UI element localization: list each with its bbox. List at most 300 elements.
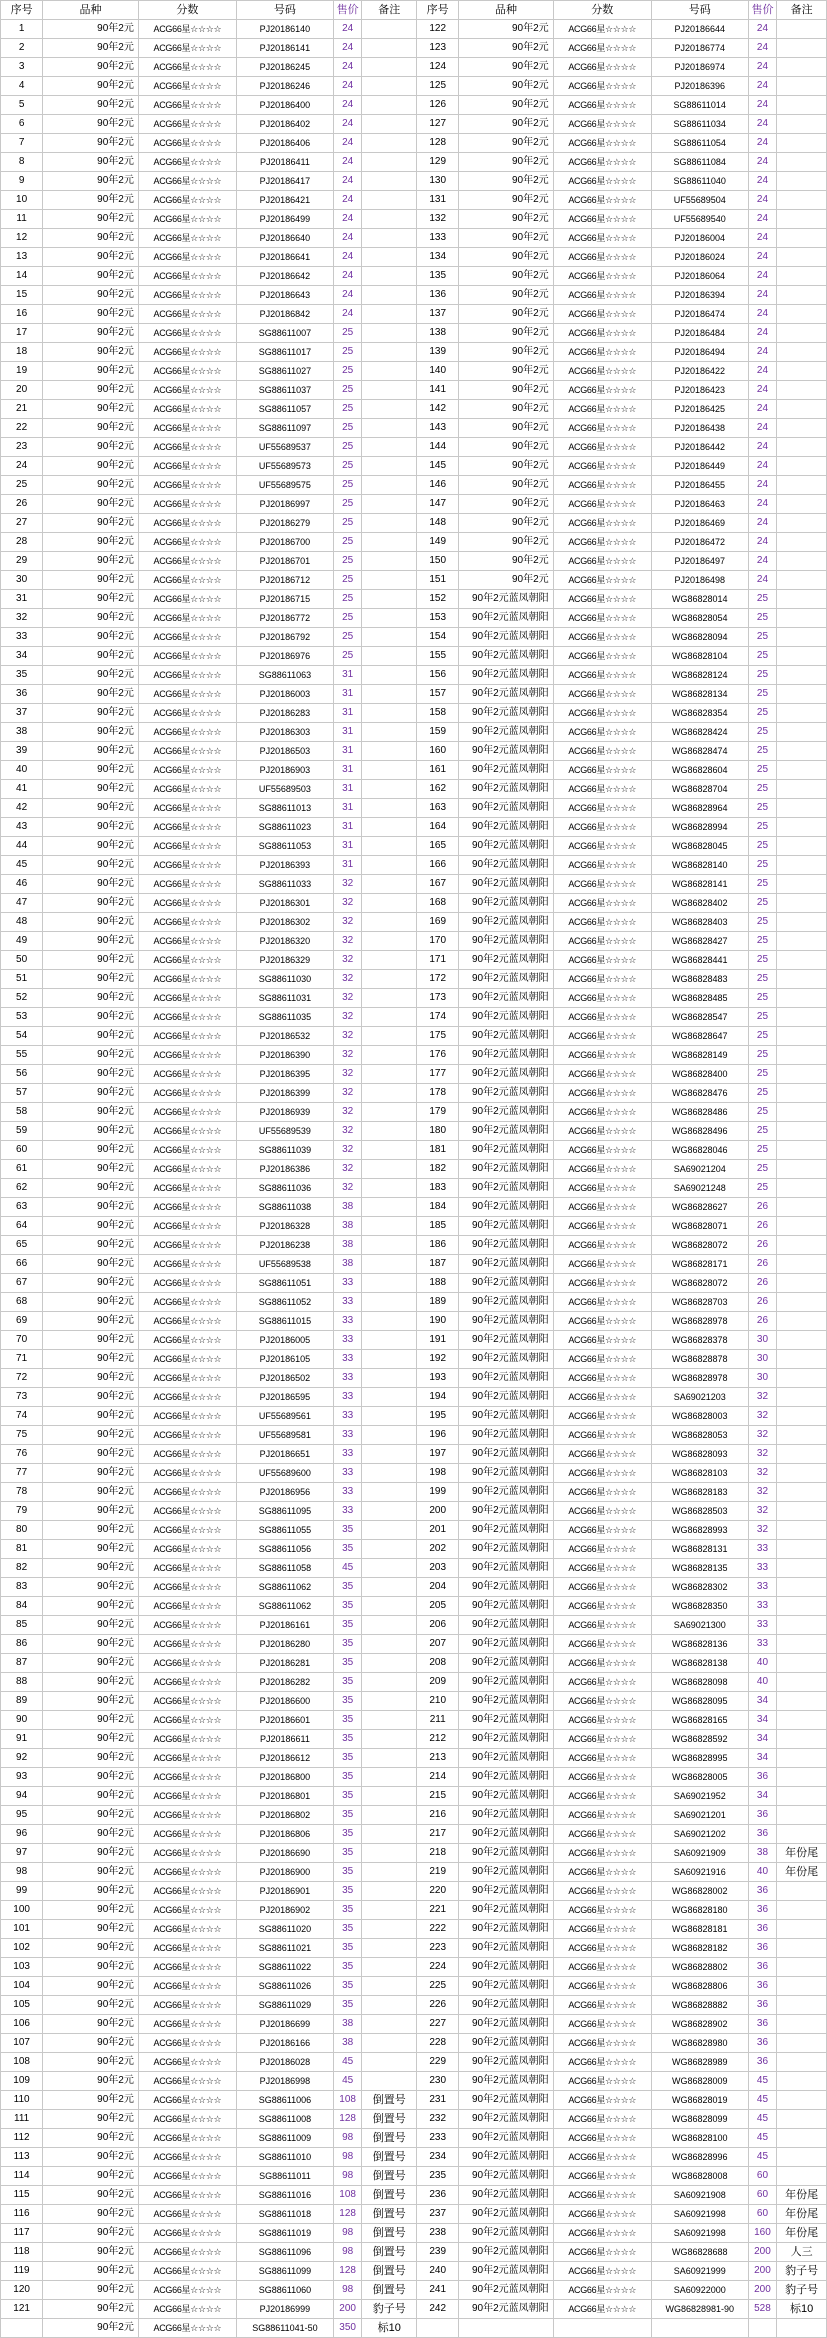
cell-grade: ACG66星☆☆☆☆ <box>138 267 236 286</box>
cell-variety: 90年2元 <box>43 1673 139 1692</box>
cell-grade: ACG66星☆☆☆☆ <box>553 286 651 305</box>
cell-grade: ACG66星☆☆☆☆ <box>138 1920 236 1939</box>
cell-price: 35 <box>333 1692 362 1711</box>
cell-note: 倒置号 <box>362 2205 417 2224</box>
cell-seq: 94 <box>1 1787 43 1806</box>
cell-variety: 90年2元 <box>43 2300 139 2319</box>
table-row <box>1 1445 827 1464</box>
cell-variety: 90年2元蓝凤朝阳 <box>459 1654 553 1673</box>
cell-number: WG86828688 <box>651 2243 748 2262</box>
cell-price: 32 <box>333 1160 362 1179</box>
cell-price: 25 <box>333 438 362 457</box>
cell-number: PJ20186004 <box>651 229 748 248</box>
cell-seq: 15 <box>1 286 43 305</box>
cell-variety: 90年2元 <box>43 571 139 590</box>
cell-seq: 98 <box>1 1863 43 1882</box>
cell-number: PJ20186701 <box>236 552 333 571</box>
header-price: 售价 <box>333 1 362 20</box>
cell-number: WG86828135 <box>651 1559 748 1578</box>
cell-variety: 90年2元蓝凤朝阳 <box>459 704 553 723</box>
cell-note <box>362 1369 417 1388</box>
cell-seq: 134 <box>417 248 459 267</box>
cell-variety: 90年2元 <box>43 2053 139 2072</box>
cell-seq: 198 <box>417 1464 459 1483</box>
cell-grade: ACG66星☆☆☆☆ <box>138 362 236 381</box>
cell-grade: ACG66星☆☆☆☆ <box>553 1312 651 1331</box>
table-row <box>1 571 827 590</box>
cell-seq: 230 <box>417 2072 459 2091</box>
cell-price: 31 <box>333 704 362 723</box>
cell-number: PJ20186246 <box>236 77 333 96</box>
cell-note <box>362 609 417 628</box>
cell-number: WG86828964 <box>651 799 748 818</box>
cell-note <box>362 191 417 210</box>
cell-price: 25 <box>748 704 777 723</box>
cell-note <box>362 1065 417 1084</box>
cell-price: 25 <box>748 1046 777 1065</box>
cell-price: 25 <box>748 837 777 856</box>
cell-variety: 90年2元蓝凤朝阳 <box>459 2224 553 2243</box>
cell-grade: ACG66星☆☆☆☆ <box>553 495 651 514</box>
cell-variety: 90年2元 <box>43 1578 139 1597</box>
cell-grade: ACG66星☆☆☆☆ <box>138 1502 236 1521</box>
cell-note <box>362 286 417 305</box>
cell-price: 33 <box>333 1445 362 1464</box>
cell-note <box>777 1027 827 1046</box>
cell-note <box>362 742 417 761</box>
cell-note <box>362 2053 417 2072</box>
cell-grade: ACG66星☆☆☆☆ <box>138 1597 236 1616</box>
cell-number: WG86828002 <box>651 1882 748 1901</box>
cell-variety: 90年2元蓝凤朝阳 <box>459 2129 553 2148</box>
cell-variety: 90年2元蓝凤朝阳 <box>459 1825 553 1844</box>
cell-grade: ACG66星☆☆☆☆ <box>553 1388 651 1407</box>
cell-grade: ACG66星☆☆☆☆ <box>553 20 651 39</box>
cell-seq: 65 <box>1 1236 43 1255</box>
cell-seq: 33 <box>1 628 43 647</box>
cell-number: WG86828180 <box>651 1901 748 1920</box>
cell-note <box>777 2167 827 2186</box>
cell-note <box>777 400 827 419</box>
cell-grade: ACG66星☆☆☆☆ <box>138 514 236 533</box>
cell-variety: 90年2元蓝凤朝阳 <box>459 1977 553 1996</box>
cell-grade: ACG66星☆☆☆☆ <box>138 1825 236 1844</box>
cell-price: 24 <box>333 39 362 58</box>
cell-grade: ACG66星☆☆☆☆ <box>553 1996 651 2015</box>
table-row <box>1 799 827 818</box>
cell-number: UF55689540 <box>651 210 748 229</box>
cell-variety: 90年2元蓝凤朝阳 <box>459 2186 553 2205</box>
table-row <box>1 704 827 723</box>
cell-note <box>777 780 827 799</box>
cell-seq: 80 <box>1 1521 43 1540</box>
cell-grade: ACG66星☆☆☆☆ <box>138 2129 236 2148</box>
cell-note <box>362 552 417 571</box>
cell-seq: 150 <box>417 552 459 571</box>
cell-price: 33 <box>333 1369 362 1388</box>
table-row <box>1 1597 827 1616</box>
cell-note: 标10 <box>362 2319 417 2338</box>
cell-number: WG86828009 <box>651 2072 748 2091</box>
cell-number: SG88611054 <box>651 134 748 153</box>
cell-note <box>362 267 417 286</box>
cell-variety: 90年2元 <box>43 1312 139 1331</box>
cell-price: 32 <box>333 1179 362 1198</box>
cell-number: SG88611029 <box>236 1996 333 2015</box>
cell-grade: ACG66星☆☆☆☆ <box>553 894 651 913</box>
cell-note <box>777 609 827 628</box>
cell-grade: ACG66星☆☆☆☆ <box>553 2091 651 2110</box>
cell-variety: 90年2元 <box>43 1483 139 1502</box>
cell-number: SG88611040 <box>651 172 748 191</box>
cell-price: 25 <box>748 1103 777 1122</box>
cell-seq: 130 <box>417 172 459 191</box>
cell-number: WG86828994 <box>651 818 748 837</box>
cell-variety: 90年2元蓝凤朝阳 <box>459 2034 553 2053</box>
cell-grade: ACG66星☆☆☆☆ <box>138 229 236 248</box>
cell-seq: 208 <box>417 1654 459 1673</box>
cell-price: 33 <box>333 1312 362 1331</box>
table-row <box>1 1236 827 1255</box>
cell-variety: 90年2元蓝凤朝阳 <box>459 761 553 780</box>
cell-note <box>362 58 417 77</box>
cell-price: 45 <box>333 2053 362 2072</box>
header-note: 备注 <box>362 1 417 20</box>
cell-note <box>362 970 417 989</box>
cell-seq: 40 <box>1 761 43 780</box>
cell-note <box>777 742 827 761</box>
table-row <box>1 533 827 552</box>
table-row <box>1 1483 827 1502</box>
cell-variety: 90年2元 <box>43 1749 139 1768</box>
cell-seq: 11 <box>1 210 43 229</box>
cell-grade: ACG66星☆☆☆☆ <box>138 609 236 628</box>
cell-grade: ACG66星☆☆☆☆ <box>138 1673 236 1692</box>
cell-seq: 221 <box>417 1901 459 1920</box>
cell-price: 25 <box>748 590 777 609</box>
table-row <box>1 2319 827 2338</box>
cell-seq: 131 <box>417 191 459 210</box>
cell-grade: ACG66星☆☆☆☆ <box>138 1046 236 1065</box>
cell-price: 36 <box>748 1882 777 1901</box>
cell-seq: 202 <box>417 1540 459 1559</box>
cell-price: 33 <box>333 1388 362 1407</box>
cell-note <box>777 2129 827 2148</box>
cell-seq: 63 <box>1 1198 43 1217</box>
table-row <box>1 248 827 267</box>
cell-number: PJ20186976 <box>236 647 333 666</box>
table-row <box>1 1654 827 1673</box>
cell-variety: 90年2元 <box>43 1426 139 1445</box>
cell-variety: 90年2元蓝凤朝阳 <box>459 2205 553 2224</box>
cell-number: PJ20186394 <box>651 286 748 305</box>
cell-number: PJ20186003 <box>236 685 333 704</box>
cell-note <box>777 1217 827 1236</box>
cell-seq: 31 <box>1 590 43 609</box>
cell-variety: 90年2元蓝凤朝阳 <box>459 818 553 837</box>
cell-number: PJ20186998 <box>236 2072 333 2091</box>
cell-seq: 211 <box>417 1711 459 1730</box>
cell-grade: ACG66星☆☆☆☆ <box>138 2072 236 2091</box>
cell-grade: ACG66星☆☆☆☆ <box>553 1274 651 1293</box>
cell-variety: 90年2元蓝凤朝阳 <box>459 1559 553 1578</box>
table-row <box>1 457 827 476</box>
cell-note <box>777 704 827 723</box>
cell-seq: 142 <box>417 400 459 419</box>
cell-note <box>362 1635 417 1654</box>
table-body <box>1 20 827 2338</box>
cell-seq: 62 <box>1 1179 43 1198</box>
cell-variety: 90年2元 <box>43 989 139 1008</box>
cell-price: 35 <box>333 1635 362 1654</box>
cell-seq: 179 <box>417 1103 459 1122</box>
cell-number: PJ20186064 <box>651 267 748 286</box>
table-row <box>1 1369 827 1388</box>
cell-grade: ACG66星☆☆☆☆ <box>553 172 651 191</box>
cell-price: 33 <box>748 1559 777 1578</box>
cell-grade: ACG66星☆☆☆☆ <box>553 1730 651 1749</box>
cell-price: 24 <box>748 286 777 305</box>
cell-grade: ACG66星☆☆☆☆ <box>553 856 651 875</box>
cell-number: WG86828627 <box>651 1198 748 1217</box>
cell-price: 35 <box>333 1863 362 1882</box>
cell-price: 128 <box>333 2262 362 2281</box>
cell-note <box>777 989 827 1008</box>
cell-note <box>362 628 417 647</box>
cell-note: 倒置号 <box>362 2129 417 2148</box>
cell-seq: 192 <box>417 1350 459 1369</box>
cell-number: PJ20186245 <box>236 58 333 77</box>
cell-note <box>777 1407 827 1426</box>
cell-note <box>362 1692 417 1711</box>
cell-grade: ACG66星☆☆☆☆ <box>138 172 236 191</box>
cell-note <box>777 153 827 172</box>
cell-note <box>362 343 417 362</box>
cell-price: 38 <box>333 1236 362 1255</box>
cell-number: PJ20186640 <box>236 229 333 248</box>
cell-seq: 13 <box>1 248 43 267</box>
cell-note <box>777 1749 827 1768</box>
cell-note <box>362 1236 417 1255</box>
cell-note: 豹子号 <box>777 2262 827 2281</box>
cell-number: WG86828095 <box>651 1692 748 1711</box>
cell-note <box>362 723 417 742</box>
table-row <box>1 894 827 913</box>
cell-note <box>777 1198 827 1217</box>
table-row <box>1 172 827 191</box>
cell-number: WG86828019 <box>651 2091 748 2110</box>
cell-seq: 172 <box>417 970 459 989</box>
cell-number: UF55689503 <box>236 780 333 799</box>
cell-grade: ACG66星☆☆☆☆ <box>138 2034 236 2053</box>
cell-price: 38 <box>333 2015 362 2034</box>
cell-seq: 159 <box>417 723 459 742</box>
cell-note <box>362 1027 417 1046</box>
cell-seq: 101 <box>1 1920 43 1939</box>
cell-grade: ACG66星☆☆☆☆ <box>138 343 236 362</box>
cell-variety: 90年2元 <box>459 457 553 476</box>
cell-number: SG88611019 <box>236 2224 333 2243</box>
cell-grade: ACG66星☆☆☆☆ <box>138 1407 236 1426</box>
cell-variety: 90年2元蓝凤朝阳 <box>459 666 553 685</box>
cell-price: 31 <box>333 685 362 704</box>
cell-seq: 48 <box>1 913 43 932</box>
cell-seq: 235 <box>417 2167 459 2186</box>
cell-price: 25 <box>748 913 777 932</box>
cell-price: 32 <box>748 1407 777 1426</box>
cell-number: PJ20186400 <box>236 96 333 115</box>
cell-number: PJ20186423 <box>651 381 748 400</box>
cell-price: 45 <box>748 2148 777 2167</box>
cell-variety: 90年2元 <box>43 1407 139 1426</box>
cell-grade: ACG66星☆☆☆☆ <box>138 970 236 989</box>
cell-note <box>362 305 417 324</box>
cell-note <box>362 1103 417 1122</box>
cell-variety: 90年2元 <box>459 58 553 77</box>
table-row <box>1 875 827 894</box>
cell-price: 24 <box>333 248 362 267</box>
cell-seq: 178 <box>417 1084 459 1103</box>
cell-seq: 126 <box>417 96 459 115</box>
cell-number: SG88611041-50 <box>236 2319 333 2338</box>
cell-variety: 90年2元蓝凤朝阳 <box>459 2110 553 2129</box>
cell-grade: ACG66星☆☆☆☆ <box>138 476 236 495</box>
cell-grade: ACG66星☆☆☆☆ <box>553 1578 651 1597</box>
cell-number: SA69021204 <box>651 1160 748 1179</box>
cell-variety: 90年2元蓝凤朝阳 <box>459 1730 553 1749</box>
cell-number: PJ20186161 <box>236 1616 333 1635</box>
header-variety: 品种 <box>459 1 553 20</box>
cell-price: 25 <box>333 533 362 552</box>
cell-variety: 90年2元蓝凤朝阳 <box>459 2072 553 2091</box>
cell-grade: ACG66星☆☆☆☆ <box>553 989 651 1008</box>
cell-grade: ACG66星☆☆☆☆ <box>138 932 236 951</box>
cell-price: 26 <box>748 1274 777 1293</box>
cell-note: 标10 <box>777 2300 827 2319</box>
cell-price: 24 <box>748 20 777 39</box>
cell-price: 24 <box>333 286 362 305</box>
cell-grade: ACG66星☆☆☆☆ <box>138 1027 236 1046</box>
cell-grade: ACG66星☆☆☆☆ <box>138 400 236 419</box>
cell-variety: 90年2元 <box>43 191 139 210</box>
cell-grade: ACG66星☆☆☆☆ <box>138 1768 236 1787</box>
cell-price: 40 <box>748 1863 777 1882</box>
cell-number: PJ20186421 <box>236 191 333 210</box>
cell-seq: 210 <box>417 1692 459 1711</box>
cell-price: 35 <box>333 1844 362 1863</box>
cell-price: 24 <box>748 438 777 457</box>
cell-note <box>362 1331 417 1350</box>
cell-variety: 90年2元 <box>459 96 553 115</box>
cell-price: 25 <box>333 419 362 438</box>
cell-variety: 90年2元 <box>43 761 139 780</box>
cell-grade: ACG66星☆☆☆☆ <box>138 1388 236 1407</box>
cell-grade: ACG66星☆☆☆☆ <box>138 856 236 875</box>
table-row <box>1 666 827 685</box>
cell-seq: 35 <box>1 666 43 685</box>
cell-grade: ACG66星☆☆☆☆ <box>553 590 651 609</box>
cell-note <box>362 1464 417 1483</box>
cell-variety: 90年2元 <box>43 1046 139 1065</box>
cell-variety: 90年2元蓝凤朝阳 <box>459 1521 553 1540</box>
cell-note <box>362 229 417 248</box>
cell-number: WG86828094 <box>651 628 748 647</box>
cell-seq: 170 <box>417 932 459 951</box>
cell-seq: 67 <box>1 1274 43 1293</box>
cell-price: 32 <box>333 970 362 989</box>
cell-note <box>362 989 417 1008</box>
cell-number: WG86828400 <box>651 1065 748 1084</box>
cell-variety: 90年2元 <box>43 1255 139 1274</box>
cell-grade: ACG66星☆☆☆☆ <box>553 628 651 647</box>
cell-number: PJ20186498 <box>651 571 748 590</box>
cell-grade: ACG66星☆☆☆☆ <box>138 2110 236 2129</box>
cell-note <box>777 1901 827 1920</box>
cell-price: 25 <box>333 324 362 343</box>
cell-number: WG86828350 <box>651 1597 748 1616</box>
cell-price: 26 <box>748 1312 777 1331</box>
cell-number: PJ20186499 <box>236 210 333 229</box>
cell-seq: 8 <box>1 153 43 172</box>
cell-number: UF55689537 <box>236 438 333 457</box>
cell-seq: 111 <box>1 2110 43 2129</box>
cell-seq: 127 <box>417 115 459 134</box>
table-row <box>1 2110 827 2129</box>
cell-price: 31 <box>333 742 362 761</box>
cell-note <box>362 1768 417 1787</box>
cell-grade: ACG66星☆☆☆☆ <box>553 1958 651 1977</box>
cell-grade: ACG66星☆☆☆☆ <box>553 1844 651 1863</box>
cell-variety: 90年2元 <box>43 951 139 970</box>
cell-variety: 90年2元 <box>459 343 553 362</box>
cell-price: 40 <box>748 1654 777 1673</box>
cell-seq: 157 <box>417 685 459 704</box>
cell-seq: 151 <box>417 571 459 590</box>
cell-grade: ACG66星☆☆☆☆ <box>553 1350 651 1369</box>
cell-number: PJ20186282 <box>236 1673 333 1692</box>
cell-number: PJ20186302 <box>236 913 333 932</box>
cell-seq: 174 <box>417 1008 459 1027</box>
cell-number: WG86828141 <box>651 875 748 894</box>
cell-note <box>362 2034 417 2053</box>
cell-grade: ACG66星☆☆☆☆ <box>553 115 651 134</box>
cell-note <box>362 1825 417 1844</box>
cell-variety: 90年2元 <box>43 58 139 77</box>
cell-note: 倒置号 <box>362 2186 417 2205</box>
cell-variety: 90年2元蓝凤朝阳 <box>459 1673 553 1692</box>
cell-variety: 90年2元 <box>459 533 553 552</box>
cell-number: PJ20186644 <box>651 20 748 39</box>
cell-grade: ACG66星☆☆☆☆ <box>553 1977 651 1996</box>
cell-grade: ACG66星☆☆☆☆ <box>553 2034 651 2053</box>
cell-grade: ACG66星☆☆☆☆ <box>553 267 651 286</box>
header-price: 售价 <box>748 1 777 20</box>
cell-seq: 76 <box>1 1445 43 1464</box>
cell-price: 32 <box>748 1483 777 1502</box>
cell-grade: ACG66星☆☆☆☆ <box>138 1882 236 1901</box>
cell-note <box>362 77 417 96</box>
cell-grade: ACG66星☆☆☆☆ <box>553 533 651 552</box>
table-row <box>1 1426 827 1445</box>
cell-seq: 156 <box>417 666 459 685</box>
cell-note <box>777 438 827 457</box>
cell-price: 98 <box>333 2224 362 2243</box>
table-row <box>1 1559 827 1578</box>
table-row <box>1 856 827 875</box>
cell-number: PJ20186699 <box>236 2015 333 2034</box>
cell-seq: 77 <box>1 1464 43 1483</box>
cell-price: 32 <box>333 1141 362 1160</box>
